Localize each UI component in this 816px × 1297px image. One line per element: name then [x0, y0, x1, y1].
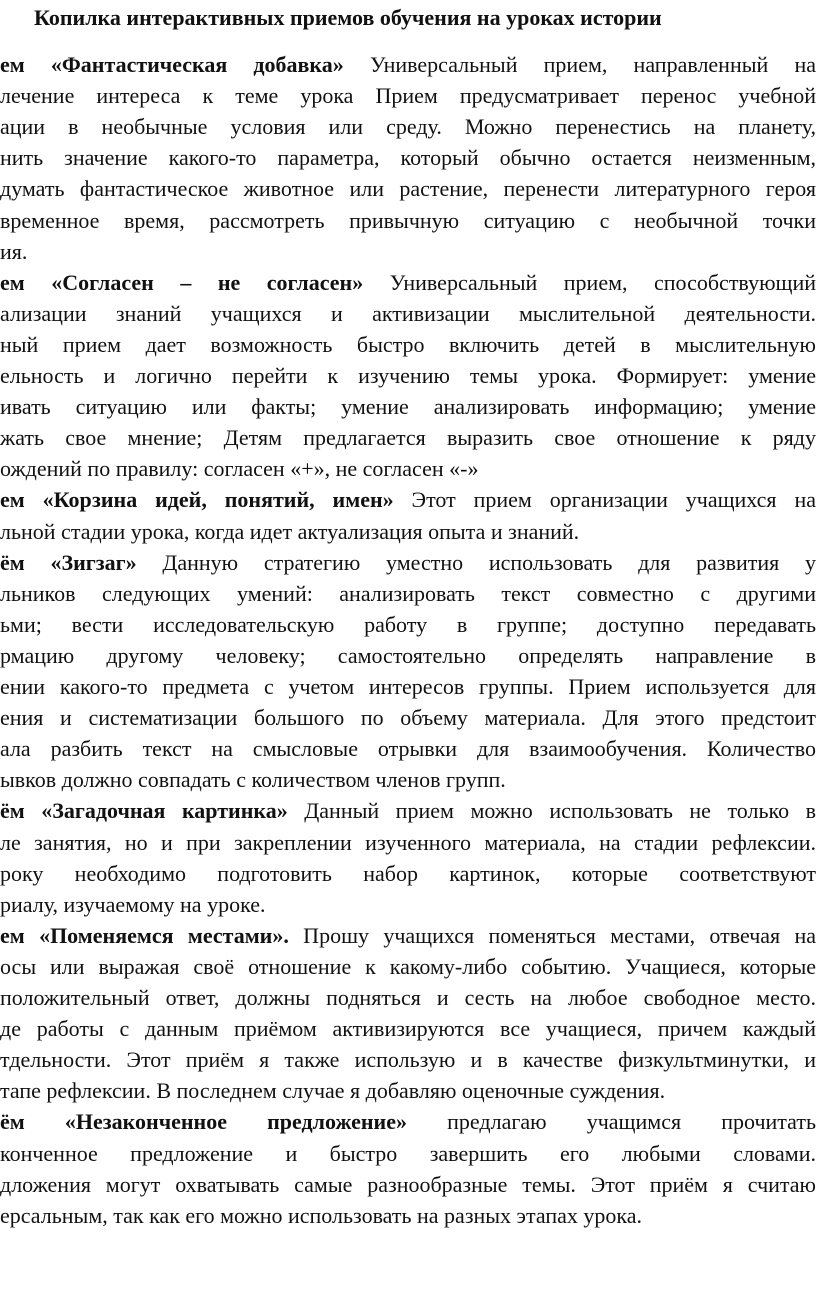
line-text: Данный прием можно использовать не только в [287, 798, 816, 823]
text-line [0, 1076, 816, 1105]
line-text: ельность и логично перейти к изучению темы урока. Формирует: умение [0, 363, 816, 388]
text-line [0, 517, 816, 546]
text-line [0, 672, 816, 701]
line-text: риалу, изучаемому на уроке. [0, 892, 266, 917]
line-text: льников следующих умений: анализировать текст совместно с другими [0, 581, 816, 606]
line-text: ении какого-то предмета с учетом интересов группы. Прием используется для [0, 674, 816, 699]
text-line [0, 765, 816, 794]
text-line [0, 299, 816, 328]
text-line [0, 548, 816, 577]
line-text: положительный ответ, должны подняться и сесть на любое свободное место. [0, 985, 816, 1010]
line-text: де работы с данным приёмом активизируются все учащиеся, причем каждый [0, 1016, 816, 1041]
line-text: жать свое мнение; Детям предлагается выразить свое отношение к ряду [0, 425, 816, 450]
text-line [0, 361, 816, 390]
text-line [0, 392, 816, 421]
text-line [0, 206, 816, 235]
line-text: ьми; вести исследовательскую работу в группе; доступно передавать [0, 612, 816, 637]
text-line [0, 50, 816, 79]
document-title: Копилка интерактивных приемов обучения на уроках истории [34, 5, 662, 30]
line-text: лечение интереса к теме урока Прием предусматривает перенос учебной [0, 83, 816, 108]
line-text: рмацию другому человеку; самостоятельно определять направление в [0, 643, 816, 668]
line-text: предлагаю учащимся прочитать [407, 1109, 816, 1134]
technique-name: ем «Поменяемся местами». [0, 923, 289, 948]
technique-name: ём «Зигзаг» [0, 550, 137, 575]
text-line [0, 734, 816, 763]
text-line [0, 1139, 816, 1168]
text-line [0, 485, 816, 514]
line-text: ала разбить текст на смысловые отрывки для взаимообучения. Количество [0, 736, 816, 761]
text-line [0, 921, 816, 950]
text-line [0, 890, 816, 919]
technique-name: ём «Незаконченное предложение» [0, 1109, 407, 1134]
text-line [0, 610, 816, 639]
text-line [0, 143, 816, 172]
technique-name: ем «Фантастическая добавка» [0, 52, 344, 77]
text-line [0, 268, 816, 297]
line-text: ения и систематизации большого по объему материала. Для этого предстоит [0, 705, 816, 730]
line-text: Универсальный прием, способствующий [363, 270, 816, 295]
text-line [0, 423, 816, 452]
line-text: ле занятия, но и при закреплении изученного материала, на стадии рефлексии. [0, 830, 816, 855]
text-line [0, 1107, 816, 1136]
text-line [0, 579, 816, 608]
line-text: Универсальный прием, направленный на [343, 52, 816, 77]
text-line [0, 330, 816, 359]
line-text: ерсальным, так как его можно использовать на разных этапах урока. [0, 1203, 643, 1228]
line-text: нить значение какого-то параметра, который обычно остается неизменным, [0, 145, 816, 170]
line-text: Данную стратегию уместно использовать для развития у [136, 550, 816, 575]
line-text: льной стадии урока, когда идет актуализация опыта и знаний. [0, 519, 580, 544]
line-text: конченное предложение и быстро завершить его любыми словами. [0, 1141, 816, 1166]
line-text: думать фантастическое животное или растение, перенести литературного героя [0, 176, 816, 201]
line-text: ия. [0, 239, 28, 264]
text-line [0, 1170, 816, 1199]
technique-name: ём «Загадочная картинка» [0, 798, 288, 823]
line-text: Прошу учащихся поменяться местами, отвечая на [288, 923, 816, 948]
line-text: временное время, рассмотреть привычную ситуацию с необычной точки [0, 208, 816, 233]
text-line [0, 81, 816, 110]
text-line [0, 828, 816, 857]
text-line [0, 112, 816, 141]
line-text: тдельности. Этот приём я также использую и в качестве физкультминутки, и [0, 1047, 816, 1072]
line-text: ализации знаний учащихся и активизации мыслительной деятельности. [0, 301, 816, 326]
line-text: тапе рефлексии. В последнем случае я добавляю оценочные суждения. [0, 1078, 666, 1103]
text-line [0, 1014, 816, 1043]
text-line [0, 703, 816, 732]
text-line [0, 641, 816, 670]
line-text: року необходимо подготовить набор картинок, которые соответствуют [0, 861, 816, 886]
line-text: ождений по правилу: согласен «+», не согласен «-» [0, 456, 479, 481]
technique-name: ем «Корзина идей, понятий, имен» [0, 487, 394, 512]
line-text: Этот прием организации учащихся на [393, 487, 816, 512]
line-text: ации в необычные условия или среду. Можно перенестись на планету, [0, 114, 816, 139]
technique-name: ем «Согласен – не согласен» [0, 270, 364, 295]
text-line [0, 859, 816, 888]
text-line [0, 1045, 816, 1074]
text-line [0, 174, 816, 203]
line-text: ный прием дает возможность быстро включить детей в мыслительную [0, 332, 816, 357]
line-text: дложения могут охватывать самые разнообразные темы. Этот приём я считаю [0, 1172, 816, 1197]
line-text: осы или выражая своё отношение к какому-либо событию. Учащиеся, которые [0, 954, 816, 979]
text-line [0, 983, 816, 1012]
text-line [0, 1201, 816, 1230]
text-line [0, 952, 816, 981]
text-line [0, 454, 816, 483]
line-text: ивать ситуацию или факты; умение анализировать информацию; умение [0, 394, 816, 419]
text-line [0, 796, 816, 825]
line-text: ывков должно совпадать с количеством членов групп. [0, 767, 506, 792]
text-line [0, 237, 816, 266]
